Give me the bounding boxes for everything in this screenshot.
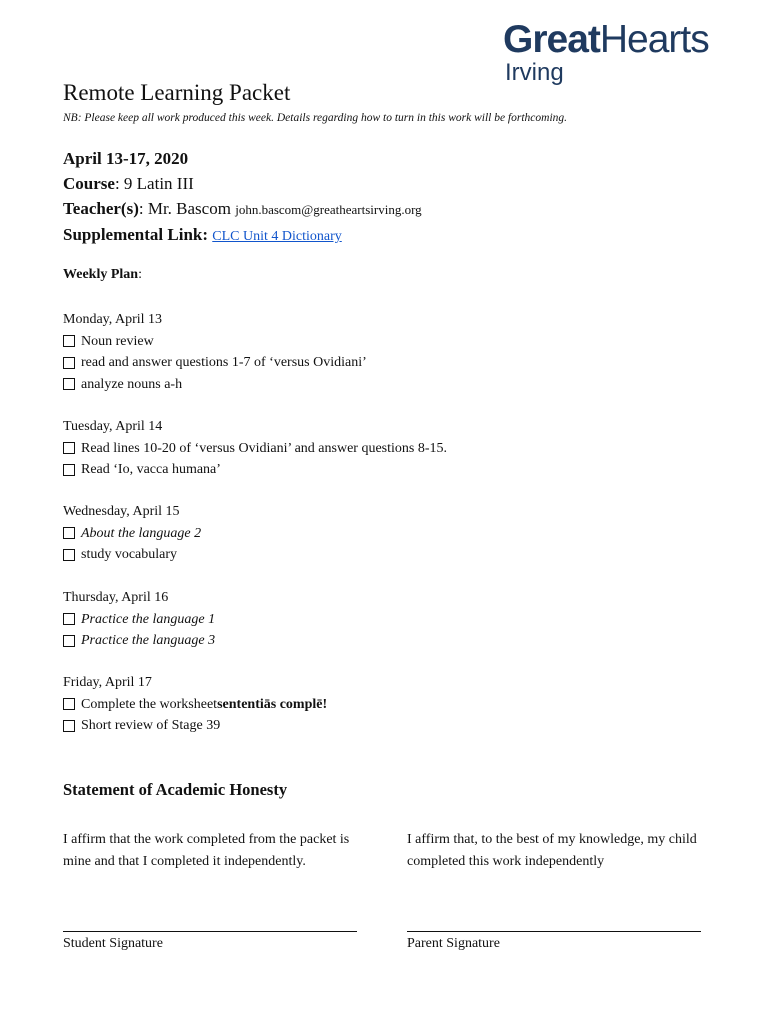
parent-signature-line[interactable] xyxy=(407,931,701,932)
task-item[interactable]: About the language 2 xyxy=(63,523,201,545)
logo-brand xyxy=(503,20,709,60)
checkbox-icon[interactable] xyxy=(63,549,75,561)
task-item[interactable]: read and answer questions 1-7 of ‘versus Ovidiani’ xyxy=(63,352,367,374)
checkbox-icon[interactable] xyxy=(63,464,75,476)
task-item[interactable]: Practice the language 3 xyxy=(63,630,215,652)
parent-statement: I affirm that, to the best of my knowledge, my child completed this work independently xyxy=(407,832,697,869)
task-item[interactable]: Read lines 10-20 of ‘versus Ovidiani’ and answer questions 8-15. xyxy=(63,438,447,460)
day-thursday xyxy=(63,587,215,652)
student-signature-label: Student Signature xyxy=(63,936,163,951)
checkbox-icon[interactable] xyxy=(63,720,75,732)
weekly-plan-label: Weekly Plan: xyxy=(63,267,142,282)
checkbox-icon[interactable] xyxy=(63,357,75,369)
supplemental-line: Supplemental Link: CLC Unit 4 Dictionary xyxy=(63,225,342,244)
day-wednesday xyxy=(63,501,201,566)
checkbox-icon[interactable] xyxy=(63,378,75,390)
checkbox-icon[interactable] xyxy=(63,698,75,710)
task-item[interactable]: Read ‘Io, vacca humana’ xyxy=(63,459,447,481)
task-item[interactable]: Short review of Stage 39 xyxy=(63,715,327,737)
logo-great: Great xyxy=(503,18,600,61)
logo-hearts: Hearts xyxy=(599,18,709,61)
dictionary-link[interactable]: CLC Unit 4 Dictionary xyxy=(212,229,342,244)
day-title: Tuesday, April 14 xyxy=(63,419,163,434)
parent-signature-label: Parent Signature xyxy=(407,936,500,951)
task-item[interactable]: Practice the language 1 xyxy=(63,609,215,631)
day-friday xyxy=(63,672,327,737)
teacher-email: john.bascom@greatheartsirving.org xyxy=(235,202,422,217)
checkbox-icon[interactable] xyxy=(63,442,75,454)
checkbox-icon[interactable] xyxy=(63,527,75,539)
dates: April 13-17, 2020 xyxy=(63,149,189,168)
honesty-title: Statement of Academic Honesty xyxy=(63,780,288,799)
teacher-line: Teacher(s): Mr. Bascom john.bascom@greatheartsirving.org xyxy=(63,199,422,218)
course-info xyxy=(63,146,422,249)
task-item[interactable]: Noun review xyxy=(63,331,367,353)
task-item[interactable]: Complete the worksheet sententiās complē! xyxy=(63,694,327,716)
day-monday xyxy=(63,309,367,395)
checkbox-icon[interactable] xyxy=(63,335,75,347)
packet-note: NB: Please keep all work produced this week. Details regarding how to turn in this work will be forthcoming. xyxy=(63,112,568,124)
student-signature-line[interactable] xyxy=(63,931,357,932)
day-title: Friday, April 17 xyxy=(63,675,152,690)
task-item[interactable]: study vocabulary xyxy=(63,544,201,566)
student-statement: I affirm that the work completed from the packet is mine and that I completed it independently. xyxy=(63,832,350,869)
day-title: Wednesday, April 15 xyxy=(63,504,180,519)
day-tuesday xyxy=(63,416,447,481)
day-title: Thursday, April 16 xyxy=(63,590,169,605)
day-title: Monday, April 13 xyxy=(63,312,163,327)
task-item[interactable]: analyze nouns a-h xyxy=(63,374,367,396)
page-title: Remote Learning Packet xyxy=(63,80,291,105)
great-hearts-logo xyxy=(503,20,709,86)
checkbox-icon[interactable] xyxy=(63,613,75,625)
logo-sub: Irving xyxy=(505,59,564,86)
checkbox-icon[interactable] xyxy=(63,635,75,647)
course-line: Course: 9 Latin III xyxy=(63,174,194,193)
